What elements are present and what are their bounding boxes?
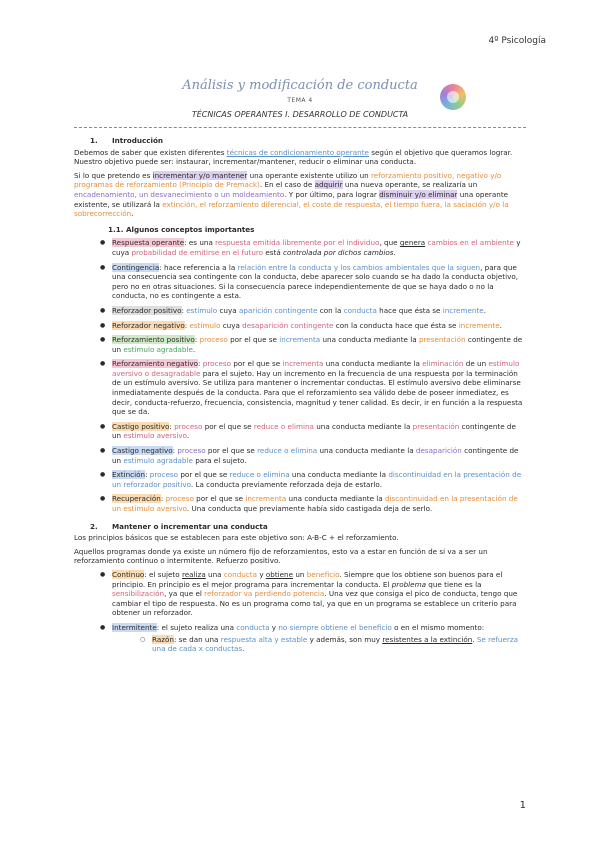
concept-list [74,238,526,513]
list-item: ● Extinción: proceso por el que se reduce o elimina una conducta mediante la discontinuidad en la presentación de un reforzador positivo. La conducta previamente reforzada deja de estarlo. [74,470,526,489]
document-title: Análisis y modificación de conducta [182,78,418,93]
document-subtitle: TÉCNICAS OPERANTES I. DESARROLLO DE CONDUCTA [191,110,409,119]
program-list [74,570,526,654]
list-item: ● Intermitente: el sujeto realiza una conducta y no siempre obtiene el beneficio o en el mismo momento: ○ Razón: se dan una respuesta alta y estable y además, son muy resistentes a la extinción. Se refuerza una de cada x conductas. [74,623,526,654]
list-item: ● Respuesta operante: es una respuesta emitida libremente por el individuo, que genera cambios en el ambiente y cuya probabilidad de emitirse en el futuro está controlada por dichos cambios. [74,238,526,257]
list-item: ● Castigo positivo: proceso por el que se reduce o elimina una conducta mediante la presentación contingente de un estímulo aversivo. [74,422,526,441]
document-body [74,136,526,659]
list-item: ● Contingencia: hace referencia a la relación entre la conducta y los cambios ambientales que la siguen, para que una consecuencia sea contingente con la conducta, debe aparecer solo cuando se ha dado la conducta objetivo, pero no en otras situaciones. Si la consecuencia parece independientemente de que se haya dado o no la conducta, no es contingente a esta. [74,263,526,301]
section-heading-1-1: 1.1. Algunos conceptos importantes [108,224,255,234]
section-heading-2: 2. Mantener o incrementar una conducta [90,521,268,531]
divider [74,127,526,128]
paragraph: Aquellos programas donde ya existe un número fijo de reforzamientos, esto va a estar en función de si va a ser un reforzamiento continuo o intermitente. Refuerzo positivo. [74,546,488,566]
paragraph: Los principios básicos que se establecen para este objetivo son: A-B-C + el reforzamiento. [74,533,399,543]
list-item: ● Reforzamiento positivo: proceso por el que se incrementa una conducta mediante la presentación contingente de un estímulo agradable. [74,335,526,354]
list-item: ● Recuperación: proceso por el que se incrementa una conducta mediante la discontinuidad en la presentación de un estímulo aversivo. Una conducta que previamente había sido castigada deja de serlo. [74,494,526,513]
section-heading-1: 1. Introducción [90,136,164,145]
page-number: 1 [519,800,526,811]
paragraph: Debemos de saber que existen diferentes técnicas de condicionamiento operante según el objetivo que queramos lograr. Nuestro objetivo puede ser: instaurar, incrementar/mantener, reducir o eliminar una conducta. [74,147,513,167]
list-item: ● Reforzador positivo: estímulo cuya aparición contingente con la conducta hace que ésta se incremente. [74,306,526,316]
sub-list [112,635,526,654]
sub-list-item: ○ Razón: se dan una respuesta alta y estable y además, son muy resistentes a la extinción. Se refuerza una de cada x conductas. [112,635,526,654]
list-item: ● Reforzador negativo: estímulo cuya desaparición contingente con la conducta hace que ésta se incremente. [74,321,526,331]
list-item: ● Castigo negativo: proceso por el que se reduce o elimina una conducta mediante la desaparición contingente de un estímulo agradable para el sujeto. [74,446,526,465]
list-item: ● Reforzamiento negativo: proceso por el que se incrementa una conducta mediante la eliminación de un estímulo aversivo o desagradable para el sujeto. Hay un incremento en la frecuencia de una respuesta por la terminación de un estímulo aversivo. Se utiliza para mantener o incrementar conductas. El estímulo aversivo debe eliminarse inmediatamente después de la conducta. Para que el reforzamiento sea válido debe de poseer inmediatez, es decir, conducta-refuerzo, frecuencia, consistencia, magnitud y tener calidad. Es decir, ir en función a la respuesta que se da. [74,359,526,417]
subject-header: 4º Psicología [488,36,546,46]
paragraph: Si lo que pretendo es incrementar y/o mantener una operante existente utilizo un reforzamiento positivo, negativo y/o programas de reforzamiento (Principio de Premack). En el caso de adquirir una nueva operante, se realizaría un encadenamiento, un desvanecimiento o un moldeamiento. Y por último, para lograr disminuir y/o eliminar una operante existente, se utilizará la extinción, el reforzamiento diferencial, el coste de respuesta, el tiempo fuera, la saciación y/o la sobrecorrección. [74,170,509,219]
tema-label: TEMA 4 [287,97,313,104]
list-item: ● Continuo: el sujeto realiza una conducta y obtiene un beneficio. Siempre que los obtiene son buenos para el principio. En principio es el mejor programa para incrementar la conducta. El problema que tiene es la sensibilización, ya que el reforzador va perdiendo potencia. Una vez que consiga el pico de conducta, tengo que cambiar el tipo de respuesta. No es un programa como tal, ya que en un programa se establece un criterio para obtener un reforzador. [74,570,526,618]
